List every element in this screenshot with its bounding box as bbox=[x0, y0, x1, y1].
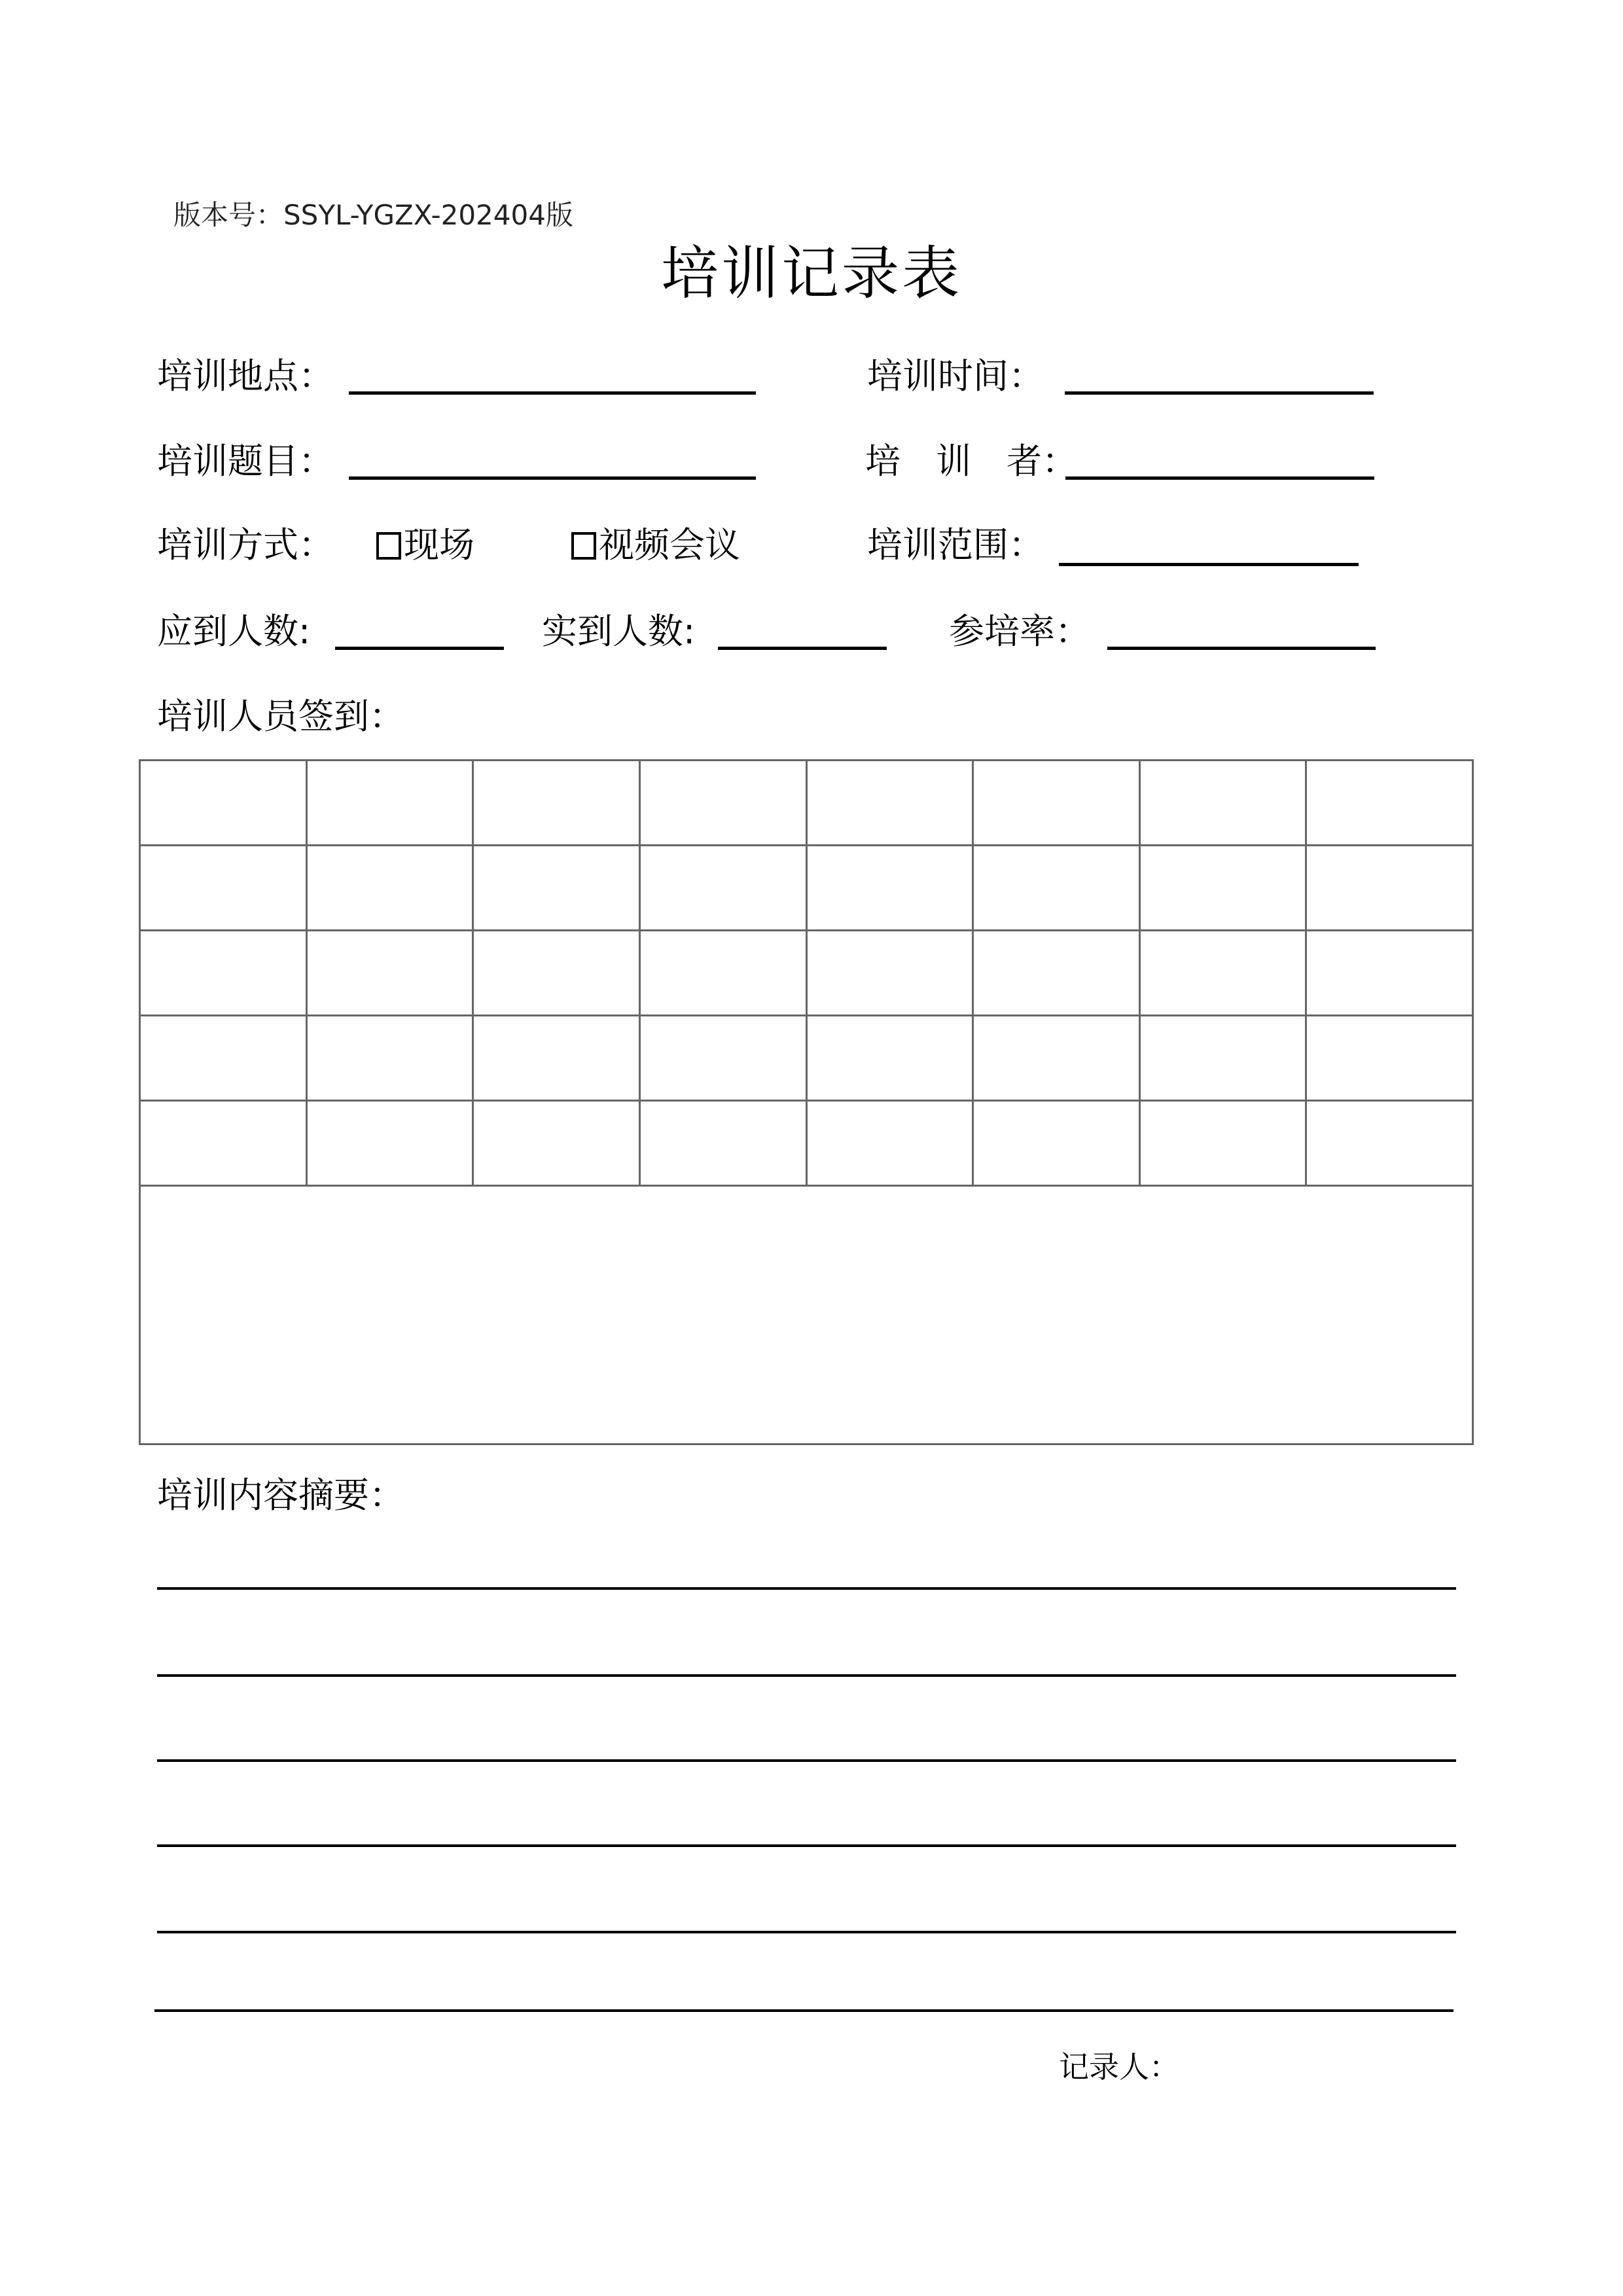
signin-cell[interactable] bbox=[1139, 931, 1306, 1016]
method-label: 培训方式： bbox=[157, 524, 334, 565]
signin-cell[interactable] bbox=[1306, 931, 1473, 1016]
location-field[interactable] bbox=[349, 391, 756, 395]
signin-cell[interactable] bbox=[1139, 1016, 1306, 1101]
signin-cell[interactable] bbox=[306, 846, 473, 931]
summary-line[interactable] bbox=[157, 1587, 1456, 1590]
signin-cell[interactable] bbox=[639, 846, 806, 931]
method-option-onsite[interactable] bbox=[376, 522, 474, 568]
signin-table bbox=[139, 759, 1474, 1445]
signin-cell[interactable] bbox=[973, 931, 1140, 1016]
signin-cell[interactable] bbox=[806, 1016, 973, 1101]
table-row bbox=[140, 1101, 1473, 1186]
table-row bbox=[140, 1016, 1473, 1101]
signin-cell[interactable] bbox=[806, 931, 973, 1016]
trainer-label: 培 训 者： bbox=[865, 440, 1077, 482]
signin-merged-cell[interactable] bbox=[140, 1186, 1473, 1444]
signin-cell[interactable] bbox=[306, 931, 473, 1016]
signin-cell[interactable] bbox=[306, 1101, 473, 1186]
signin-cell[interactable] bbox=[806, 761, 973, 846]
signin-cell[interactable] bbox=[973, 1016, 1140, 1101]
signin-cell[interactable] bbox=[140, 1016, 307, 1101]
signin-cell[interactable] bbox=[639, 1101, 806, 1186]
signin-label: 培训人员签到： bbox=[157, 696, 404, 737]
signin-cell[interactable] bbox=[973, 1101, 1140, 1186]
signin-cell[interactable] bbox=[473, 1016, 640, 1101]
summary-line[interactable] bbox=[157, 1844, 1456, 1847]
topic-field[interactable] bbox=[349, 476, 756, 480]
option-label: 视频会议 bbox=[599, 524, 740, 565]
topic-label: 培训题目： bbox=[157, 440, 334, 482]
location-label: 培训地点： bbox=[157, 355, 334, 397]
scope-field[interactable] bbox=[1059, 563, 1359, 566]
signin-cell[interactable] bbox=[1306, 1101, 1473, 1186]
checkbox-icon[interactable] bbox=[571, 532, 596, 560]
summary-line[interactable] bbox=[154, 2009, 1454, 2012]
signin-cell[interactable] bbox=[140, 1101, 307, 1186]
signin-cell[interactable] bbox=[306, 1016, 473, 1101]
signin-cell[interactable] bbox=[140, 846, 307, 931]
signin-cell[interactable] bbox=[473, 1101, 640, 1186]
signin-cell[interactable] bbox=[1139, 846, 1306, 931]
table-row bbox=[140, 761, 1473, 846]
page-title: 培训记录表 bbox=[660, 240, 962, 307]
summary-line[interactable] bbox=[157, 1931, 1456, 1933]
signin-cell[interactable] bbox=[639, 761, 806, 846]
expected-count-label: 应到人数: bbox=[157, 611, 311, 652]
signin-cell[interactable] bbox=[1306, 1016, 1473, 1101]
signin-cell[interactable] bbox=[306, 761, 473, 846]
signin-cell[interactable] bbox=[1139, 1101, 1306, 1186]
summary-label: 培训内容摘要： bbox=[157, 1475, 404, 1516]
signin-cell[interactable] bbox=[1306, 761, 1473, 846]
signin-cell[interactable] bbox=[140, 761, 307, 846]
signin-cell[interactable] bbox=[473, 846, 640, 931]
trainer-field[interactable] bbox=[1065, 476, 1374, 480]
signin-cell[interactable] bbox=[473, 931, 640, 1016]
time-label: 培训时间： bbox=[867, 355, 1044, 397]
signin-cell[interactable] bbox=[1306, 846, 1473, 931]
checkbox-icon[interactable] bbox=[376, 532, 401, 560]
signin-cell[interactable] bbox=[806, 1101, 973, 1186]
time-field[interactable] bbox=[1065, 391, 1374, 395]
table-row bbox=[140, 1186, 1473, 1444]
signin-cell[interactable] bbox=[1139, 761, 1306, 846]
method-option-video[interactable] bbox=[571, 522, 740, 568]
scope-label: 培训范围： bbox=[867, 524, 1044, 565]
table-row bbox=[140, 846, 1473, 931]
signin-cell[interactable] bbox=[639, 931, 806, 1016]
expected-count-field[interactable] bbox=[335, 647, 504, 650]
summary-line[interactable] bbox=[157, 1674, 1456, 1677]
signin-cell[interactable] bbox=[473, 761, 640, 846]
signin-cell[interactable] bbox=[973, 846, 1140, 931]
attendance-rate-field[interactable] bbox=[1107, 647, 1376, 650]
attendance-rate-label: 参培率： bbox=[949, 611, 1090, 652]
version-number: 版本号：SSYL-YGZX-202404版 bbox=[173, 199, 573, 231]
recorder-label: 记录人： bbox=[1059, 2049, 1179, 2085]
option-label: 现场 bbox=[404, 524, 474, 565]
summary-line[interactable] bbox=[157, 1759, 1456, 1762]
signin-cell[interactable] bbox=[806, 846, 973, 931]
signin-cell[interactable] bbox=[140, 931, 307, 1016]
signin-cell[interactable] bbox=[973, 761, 1140, 846]
actual-count-label: 实到人数: bbox=[542, 611, 696, 652]
signin-cell[interactable] bbox=[639, 1016, 806, 1101]
table-row bbox=[140, 931, 1473, 1016]
actual-count-field[interactable] bbox=[718, 647, 887, 650]
